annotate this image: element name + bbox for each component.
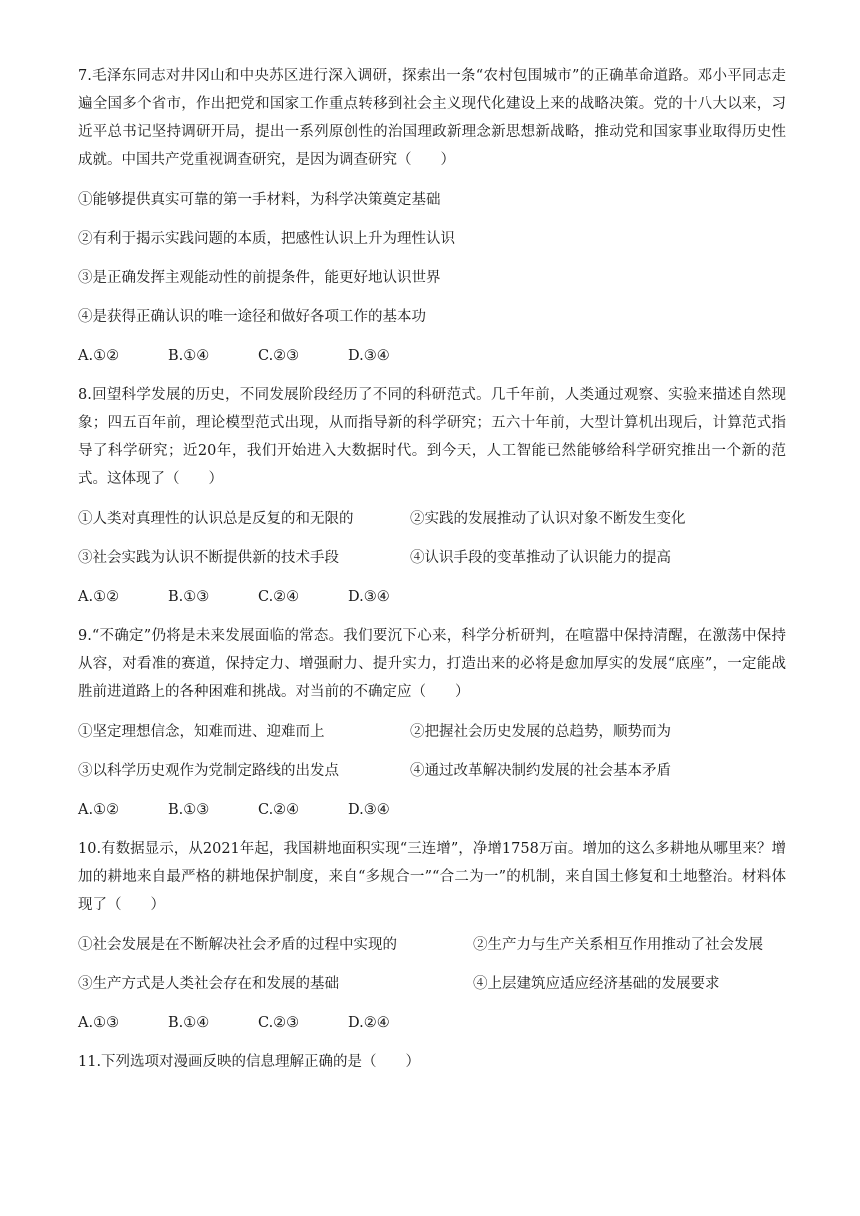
option-3: ③社会实践为认识不断提供新的技术手段 — [78, 550, 339, 566]
question-7 — [78, 62, 786, 370]
answer-d: D.③④ — [348, 348, 390, 364]
option-1: ①人类对真理性的认识总是反复的和无限的 — [78, 511, 354, 527]
answer-b: B.①④ — [168, 348, 210, 364]
option-4: ④通过改革解决制约发展的社会基本矛盾 — [410, 763, 671, 779]
option-2: ②有利于揭示实践问题的本质，把感性认识上升为理性认识 — [78, 231, 455, 247]
answer-a: A.①③ — [78, 1015, 120, 1031]
answer-c: C.②④ — [258, 802, 300, 818]
question-11 — [78, 1048, 786, 1076]
option-row — [78, 970, 786, 998]
question-stem: 11.下列选项对漫画反映的信息理解正确的是（ ） — [78, 1054, 421, 1070]
answer-b: B.①④ — [168, 1015, 210, 1031]
answer-a: A.①② — [78, 802, 120, 818]
question-stem: 10.有数据显示，从2021年起，我国耕地面积实现“三连增”，净增1758万亩。增加的这么多耕地从哪里来？增加的耕地来自最严格的耕地保护制度，来自“多规合一”“合二为一”的机制，来自国土修复和土地整治。材料体现了（ ） — [78, 841, 786, 913]
option-1: ①坚定理想信念，知难而进、迎难而上 — [78, 724, 325, 740]
option-row — [78, 505, 786, 533]
answer-d: D.③④ — [348, 802, 390, 818]
option-4: ④认识手段的变革推动了认识能力的提高 — [410, 550, 671, 566]
answer-c: C.②③ — [258, 1015, 300, 1031]
answer-a: A.①② — [78, 348, 120, 364]
answer-choices — [78, 796, 786, 824]
question-stem: 9.“不确定”仍将是未来发展面临的常态。我们要沉下心来，科学分析研判，在喧嚣中保持清醒，在激荡中保持从容，对看准的赛道，保持定力、增强耐力、提升实力，打造出来的必将是愈加厚实的发展“底座”，一定能战胜前进道路上的各种困难和挑战。对当前的不确定应（ ） — [78, 628, 786, 700]
answer-c: C.②③ — [258, 348, 300, 364]
option-3: ③以科学历史观作为党制定路线的出发点 — [78, 763, 339, 779]
answer-choices — [78, 342, 786, 370]
question-stem: 7.毛泽东同志对井冈山和中央苏区进行深入调研，探索出一条“农村包围城市”的正确革命道路。邓小平同志走遍全国多个省市，作出把党和国家工作重点转移到社会主义现代化建设上来的战略决策。党的十八大以来，习近平总书记坚持调研开局，提出一系列原创性的治国理政新理念新思想新战略，推动党和国家事业取得历史性成就。中国共产党重视调查研究，是因为调查研究（ ） — [78, 68, 786, 168]
option-row — [78, 544, 786, 572]
option-4: ④上层建筑应适应经济基础的发展要求 — [473, 976, 720, 992]
option-row — [78, 718, 786, 746]
question-9 — [78, 622, 786, 824]
question-10 — [78, 835, 786, 1037]
option-row — [78, 757, 786, 785]
option-4: ④是获得正确认识的唯一途径和做好各项工作的基本功 — [78, 309, 426, 325]
answer-choices — [78, 583, 786, 611]
option-2: ②实践的发展推动了认识对象不断发生变化 — [410, 511, 686, 527]
answer-b: B.①③ — [168, 589, 210, 605]
option-1: ①社会发展是在不断解决社会矛盾的过程中实现的 — [78, 937, 397, 953]
answer-b: B.①③ — [168, 802, 210, 818]
option-3: ③是正确发挥主观能动性的前提条件，能更好地认识世界 — [78, 270, 441, 286]
option-2: ②把握社会历史发展的总趋势，顺势而为 — [410, 724, 671, 740]
option-row — [78, 931, 786, 959]
answer-a: A.①② — [78, 589, 120, 605]
answer-choices — [78, 1009, 786, 1037]
answer-d: D.②④ — [348, 1015, 390, 1031]
answer-d: D.③④ — [348, 589, 390, 605]
question-stem: 8.回望科学发展的历史，不同发展阶段经历了不同的科研范式。几千年前，人类通过观察、实验来描述自然现象；四五百年前，理论模型范式出现，从而指导新的科学研究；五六十年前，大型计算机出现后，计算范式指导了科学研究；近20年，我们开始进入大数据时代。到今天，人工智能已然能够给科学研究推出一个新的范式。这体现了（ ） — [78, 387, 786, 487]
option-1: ①能够提供真实可靠的第一手材料，为科学决策奠定基础 — [78, 192, 441, 208]
question-8 — [78, 381, 786, 611]
option-3: ③生产方式是人类社会存在和发展的基础 — [78, 976, 339, 992]
option-2: ②生产力与生产关系相互作用推动了社会发展 — [473, 937, 763, 953]
question-sheet — [78, 62, 786, 1088]
answer-c: C.②④ — [258, 589, 300, 605]
